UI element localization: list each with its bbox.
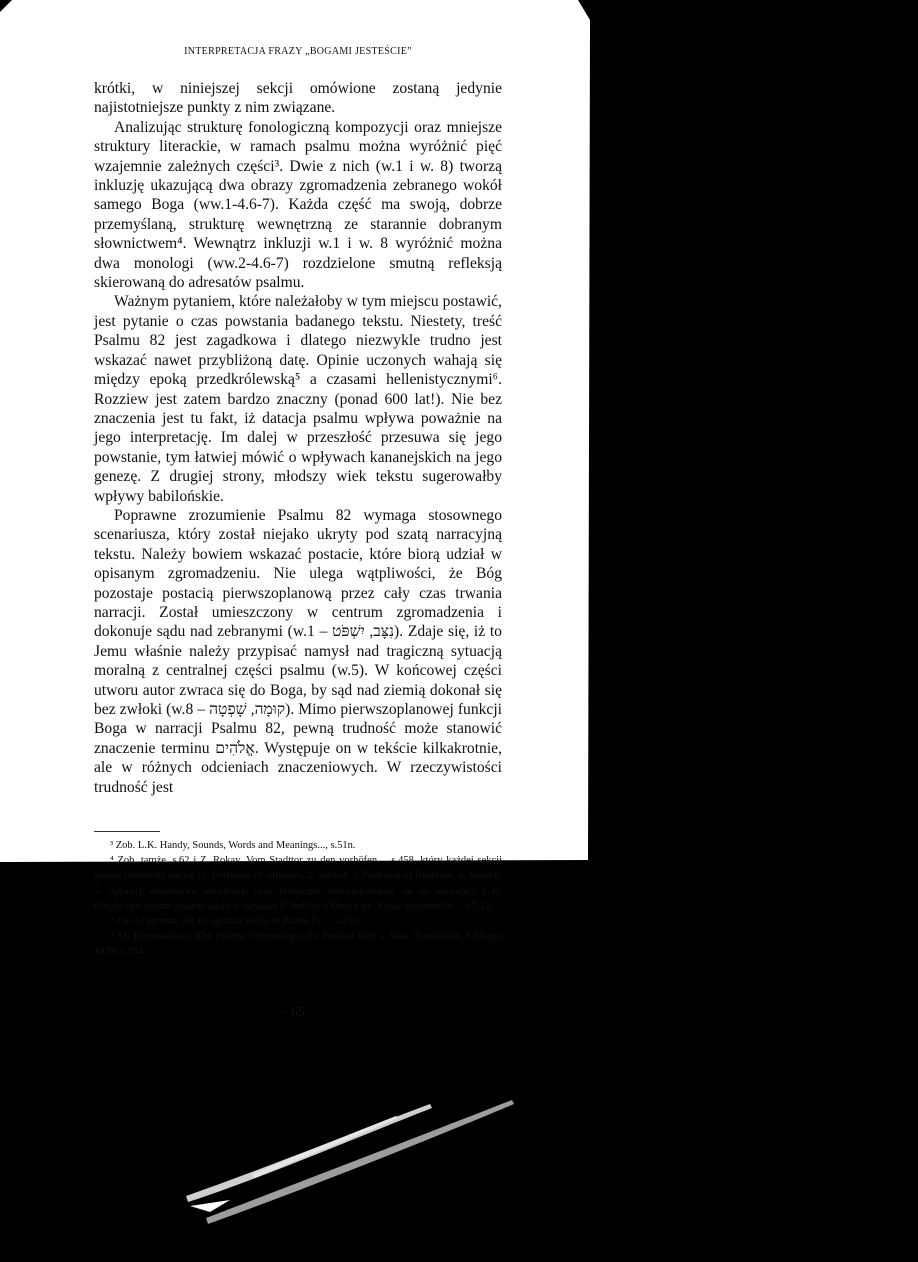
running-head: INTERPRETACJA FRAZY „BOGAMI JESTEŚCIE” bbox=[184, 46, 412, 57]
footnote-6: ⁶ M. Buttenwieser, The Psalms Chronologically Treated with a New Translation, Chicago 1939, s.764. bbox=[94, 931, 502, 958]
light-streak-4 bbox=[190, 1200, 230, 1212]
footnote-3: ³ Zob. L.K. Handy, Sounds, Words and Meanings..., s.51n. bbox=[110, 840, 356, 852]
light-streak-3 bbox=[252, 1116, 398, 1178]
paragraph-scenario: Poprawne zrozumienie Psalmu 82 wymaga stosownego scenariusza, który został niejako ukryty pod szatą narracyjną tekstu. Należy bowiem wskazać postacie, które biorą udział w opisanym zgromadzeniu. Nie ulega wątpliwości, że Bóg pozostaje postacią pierwszoplanową przez cały czas trwania narracji. Został umieszczony w centrum zgromadzenia i dokonuje sądu nad zebranymi (w.1 – נִצָּב, יִשְׁפֹּט). Zdaje się, iż to Jemu właśnie należy przypisać namysł nad tragiczną sytuacją moralną z centralnej części psalmu (w.5). W końcowej części utworu autor zwraca się do Boga, by sąd nad ziemią dokonał się bez zwłoki (w.8 – קוּמָה, שָׁפְטָה). Mimo pierwszoplanowej funkcji Boga w narracji Psalmu 82, pewną trudność może stanowić znaczenie terminu אֱלֹהִים. Występuje on w tekście kilkakrotnie, ale w różnych odcieniach znaczeniowych. W rzeczywistości trudność jest bbox=[94, 506, 502, 796]
light-streak-2 bbox=[206, 1100, 514, 1224]
page-number: – 65 – bbox=[281, 1003, 315, 1019]
paragraph-structure: Analizując strukturę fonologiczną kompozycji oraz mniejsze struktury literackie, w ramach psalmu można wyróżnić pięć wzajemnie zależnych części³. Dwie z nich (w.1 i w. 8) tworzą inkluzję ukazującą dwa obrazy zgromadzenia zebranego wokół samego Boga (ww.1-4.6-7). Każda część ma swoją, dobrze przemyślaną, strukturę wewnętrzną ze starannie dobranym słownictwem⁴. Wewnątrz inkluzji w.1 i w. 8 wyróżnić można dwa monologi (ww.2-4.6-7) rozdzielone smutną refleksją skierowaną do adresatów psalmu. bbox=[94, 118, 502, 292]
paragraph-dating: Ważnym pytaniem, które należałoby w tym miejscu postawić, jest pytanie o czas powstania badanego tekstu. Niestety, treść Psalmu 82 jest zagadkowa i dlatego niezwykle trudno jest wskazać nawet przybliżoną datę. Opinie uczonych wahają się między epoką przedkrólewską⁵ a czasami hellenistycznymi⁶. Rozziew jest zatem bardzo znaczny (ponad 600 lat!). Nie bez znaczenia jest tu fakt, iż datacja psalmu wpływa poważnie na jego interpretację. Im dalej w przeszłość przesuwa się jego powstanie, tym łatwiej mówić o wpływach kananejskich na jego genezę. Z drugiej strony, młodszy wiek tekstu sugerowałby wpływy babilońskie. bbox=[94, 293, 502, 505]
footnote-4: ⁴ Zob. tamże, s.62 i Z. Rokay, Vom Stadttor zu den vorhöfen..., s.458, który każdej sekcji nadaje określoną nazwę (1. Portrayal of situation, 2. Speech 3. Portrayal of Reaction, 4. Speech, 5. Appeal); dodatkowe informacje oraz krytyczne ustosunkowanie się do koncepcji L.K. Handy’ego można znaleźć także w artykule P. Auffret’a Dieu juge. Etude structurelle..., s.7-12. bbox=[94, 855, 502, 912]
footnote-5: ⁵ J.S. Ackerman, An Exegetical Study of Psalm 82..., s.491. bbox=[110, 916, 360, 928]
paragraph-continued: krótki, w niniejszej sekcji omówione zostaną jedynie najistotniejsze punkty z nim związane. bbox=[94, 80, 502, 117]
